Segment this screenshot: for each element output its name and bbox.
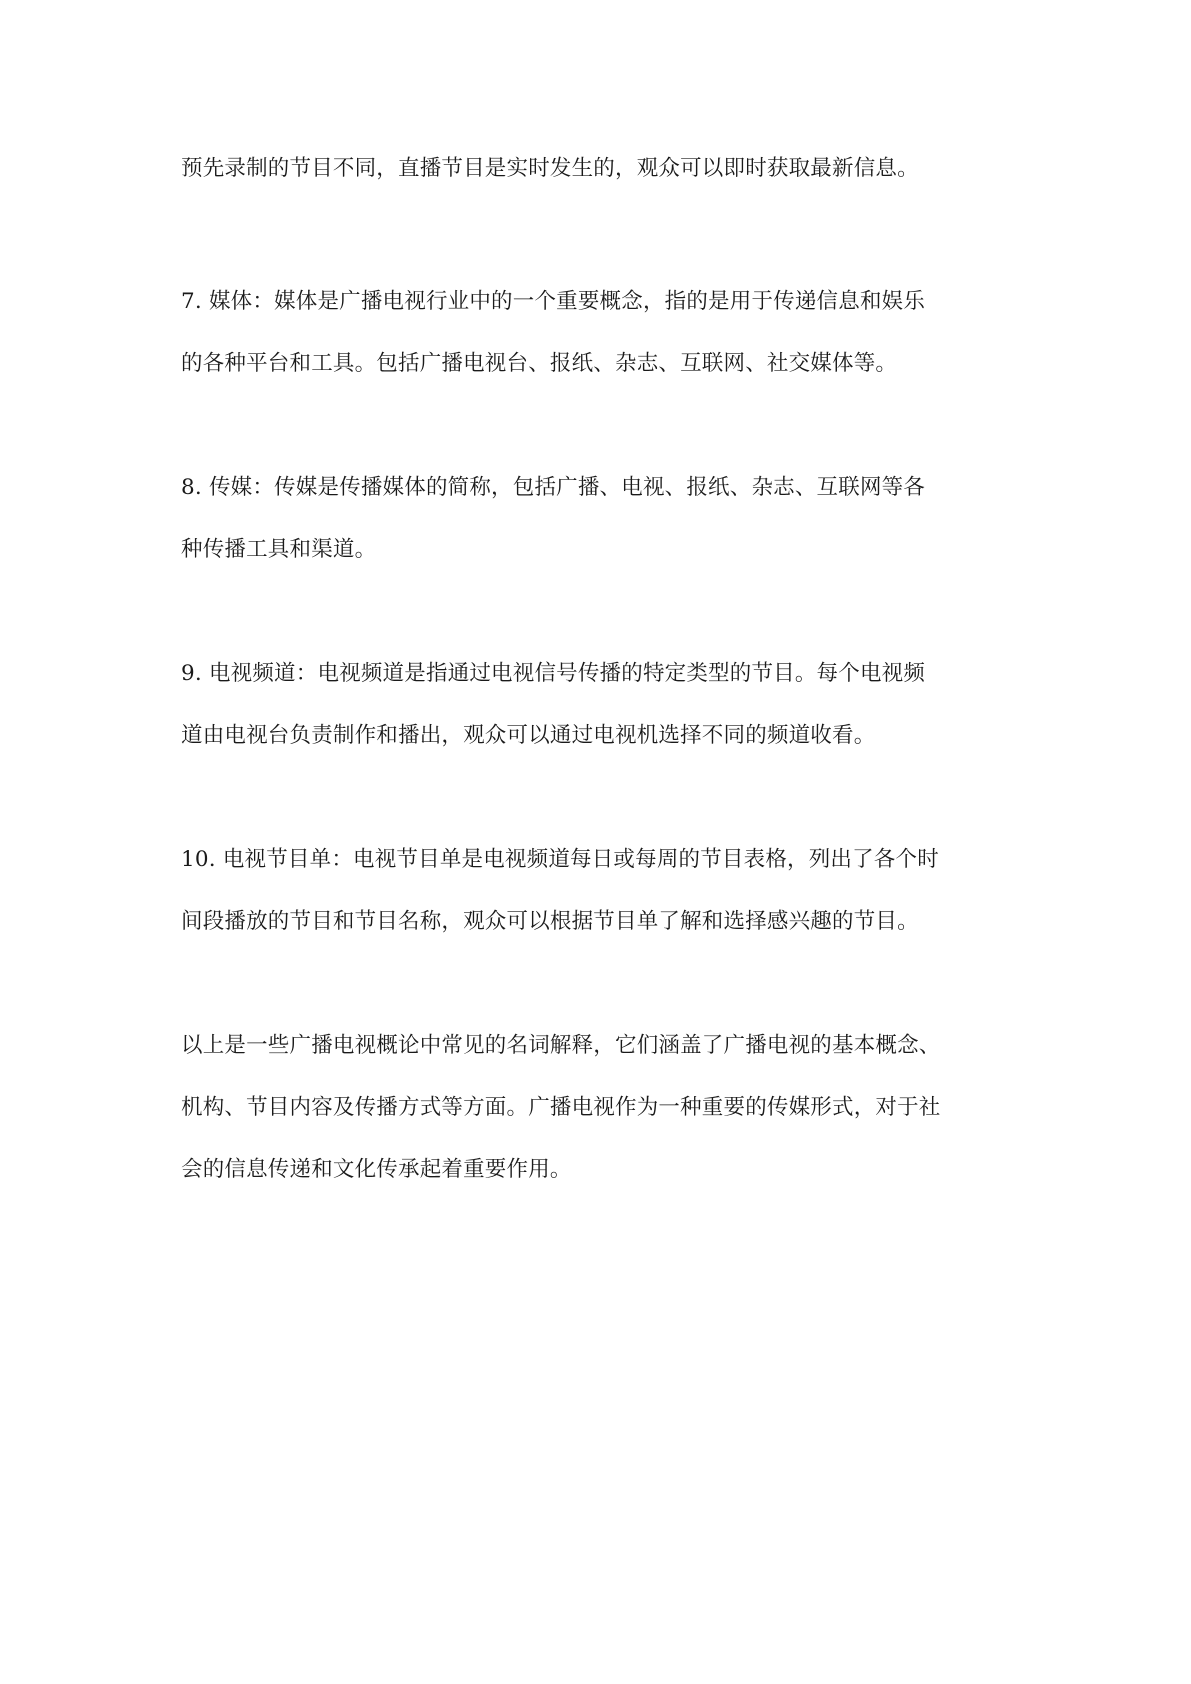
text-line: 机构、节目内容及传播方式等方面。广播电视作为一种重要的传媒形式，对于社 bbox=[181, 1095, 941, 1120]
text-line: 8. 传媒：传媒是传播媒体的简称，包括广播、电视、报纸、杂志、互联网等各 bbox=[181, 475, 926, 500]
text-line: 道由电视台负责制作和播出，观众可以通过电视机选择不同的频道收看。 bbox=[181, 723, 876, 748]
text-line: 9. 电视频道：电视频道是指通过电视信号传播的特定类型的节目。每个电视频 bbox=[181, 661, 926, 686]
text-line: 间段播放的节目和节目名称，观众可以根据节目单了解和选择感兴趣的节目。 bbox=[181, 909, 919, 934]
text-line: 种传播工具和渠道。 bbox=[181, 537, 377, 562]
text-line: 7. 媒体：媒体是广播电视行业中的一个重要概念，指的是用于传递信息和娱乐 bbox=[181, 289, 926, 314]
text-line: 会的信息传递和文化传承起着重要作用。 bbox=[181, 1157, 572, 1182]
text-line: 以上是一些广播电视概论中常见的名词解释，它们涵盖了广播电视的基本概念、 bbox=[181, 1033, 941, 1058]
text-line: 10. 电视节目单：电视节目单是电视频道每日或每周的节目表格，列出了各个时 bbox=[181, 847, 939, 872]
text-line: 预先录制的节目不同，直播节目是实时发生的，观众可以即时获取最新信息。 bbox=[181, 156, 919, 181]
text-line: 的各种平台和工具。包括广播电视台、报纸、杂志、互联网、社交媒体等。 bbox=[181, 351, 898, 376]
